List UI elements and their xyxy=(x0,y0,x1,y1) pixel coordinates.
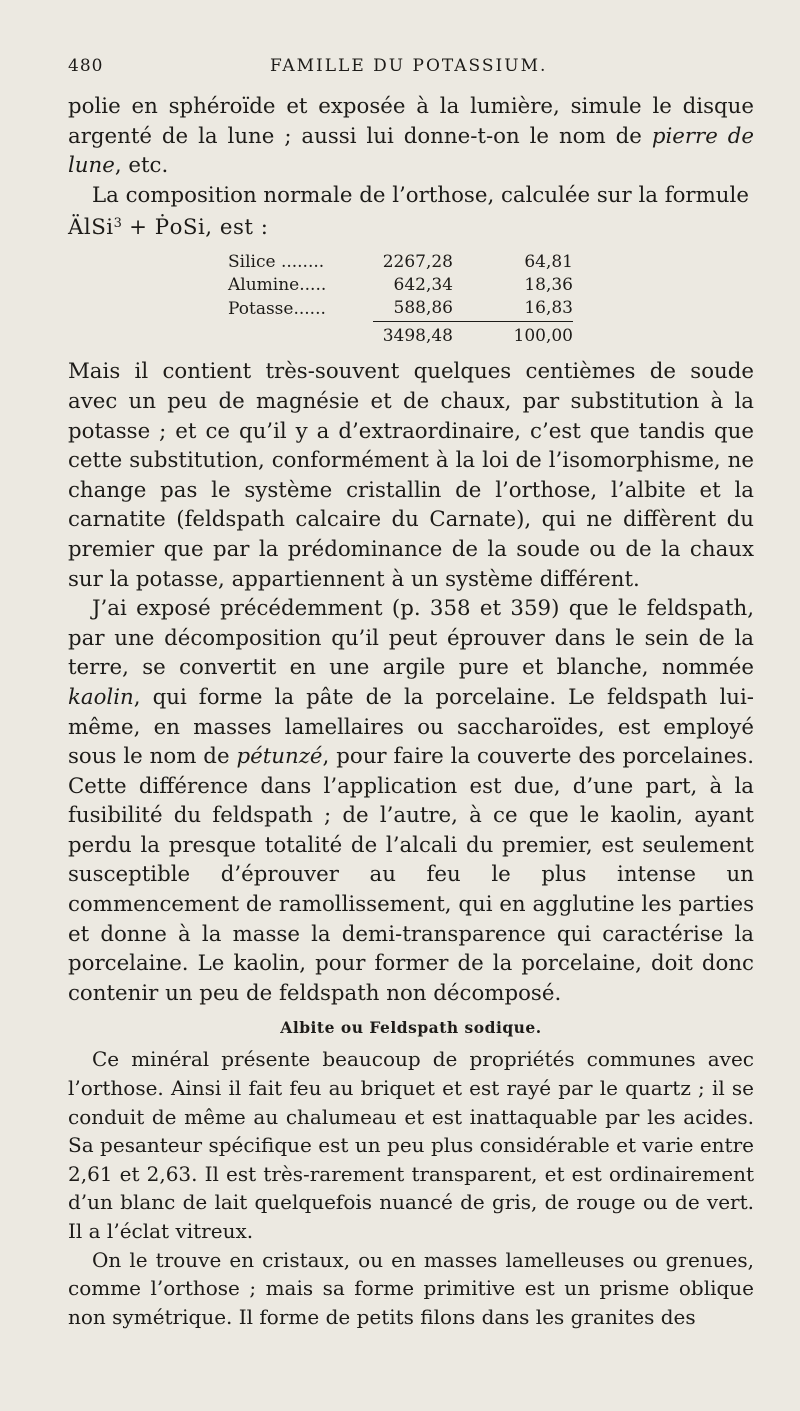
component-weight: 2267,28 xyxy=(382,252,453,273)
paragraph-albite-occurrence: On le trouve en cristaux, ou en masses lamelleuses ou grenues, comme l’orthose ; mais sa forme primitive est un prisme oblique non symétrique. Il forme de petits filons dans les granites des xyxy=(68,1247,754,1329)
para1-italic-term: pierre de lune xyxy=(68,123,754,179)
composition-row xyxy=(228,252,573,275)
component-percent: 18,36 xyxy=(524,275,573,296)
running-head xyxy=(68,56,754,76)
para1-text-a: polie en sphéroïde et exposée à la lumière, simule le disque argenté de la lune ; aussi lui donne-t-on le nom de xyxy=(68,94,754,149)
component-percent: 64,81 xyxy=(524,252,573,273)
para4-text-a: J’ai exposé précédemment (p. 358 et 359) que le feldspath, par une décomposition qu’il peut éprouver dans le sein de la terre, se convertit en une argile pure et blanche, nommée xyxy=(68,596,754,681)
term-kaolin: kaolin xyxy=(68,684,134,710)
paragraph-composition-intro: La composition normale de l’orthose, calculée sur la formule xyxy=(92,182,749,208)
paragraph-albite-properties: Ce minéral présente beaucoup de propriétés communes avec l’orthose. Ainsi il fait feu au briquet et est rayé par le quartz ; il se conduit de même au chalumeau et est inattaquable par les acides. Sa pesanteur spécifique est un peu plus considérable et varie entre 2,61 et 2,63. Il est très-rarement transparent, et est ordinairement d’un blanc de lait quelquefois nuancé de gris, de rouge ou de vert. Il a l’éclat vitreux. xyxy=(68,1047,754,1243)
composition-row xyxy=(228,298,573,322)
paragraph-kaolin xyxy=(68,594,754,1008)
paragraph-substitution: Mais il contient très-souvent quelques centièmes de soude avec un peu de magnésie et de chaux, par substitution à la potasse ; et ce qu’il y a d’extraordinaire, c’est que tandis que cette substitution, conformément à la loi de l’isomorphisme, ne change pas le système cristallin de l’orthose, l’albite et la carnatite (feldspath calcaire du Carnate), qui ne diffèrent du premier que par la prédominance de la soude ou de la chaux sur la potasse, appartiennent à un système différent. xyxy=(68,359,754,592)
running-title: FAMILLE DU POTASSIUM. xyxy=(270,56,548,76)
component-label: Alumine..... xyxy=(228,275,327,296)
formula-part1: ÄlSi xyxy=(68,215,114,241)
total-weight: 3498,48 xyxy=(382,326,453,347)
component-percent: 16,83 xyxy=(453,298,573,322)
paragraph-moonstone xyxy=(68,92,754,181)
section-heading-albite: Albite ou Feldspath sodique. xyxy=(280,1018,542,1038)
component-label: Silice ........ xyxy=(228,252,325,273)
chemical-formula xyxy=(68,212,754,244)
para4-text-c: , pour faire la couverte des porcelaines. Cette différence dans l’application est due, d’une part, à la fusibilité du feldspath ; de l’autre, à ce que le kaolin, ayant perdu la presque totalité de l’alcali du premier, est seulement susceptible d’éprouver au feu le plus intense un commencement de ramollissement, qui en agglutine les parties et donne à la masse la demi-transparence qui caractérise la porcelaine. Le kaolin, pour former de la porcelaine, doit donc contenir un peu de feldspath non décomposé. xyxy=(68,744,754,1006)
component-label: Potasse...... xyxy=(228,298,326,319)
total-percent: 100,00 xyxy=(513,326,573,347)
para1-text-b: , etc. xyxy=(114,153,169,179)
composition-table xyxy=(228,252,573,349)
page-number: 480 xyxy=(68,56,104,76)
component-weight: 642,34 xyxy=(393,275,453,296)
formula-part2: + ṖoSi, est : xyxy=(121,215,269,241)
para4-text-b: , qui forme la pâte de la porcelaine. Le feldspath lui-même, en masses lamellaires ou saccharoïdes, est employé sous le nom de xyxy=(68,684,754,770)
component-weight: 588,86 xyxy=(373,298,453,322)
term-petunze: pétunzé xyxy=(236,744,323,770)
composition-row xyxy=(228,275,573,298)
formula-sup: 3 xyxy=(113,216,122,232)
composition-total-row xyxy=(228,322,573,350)
